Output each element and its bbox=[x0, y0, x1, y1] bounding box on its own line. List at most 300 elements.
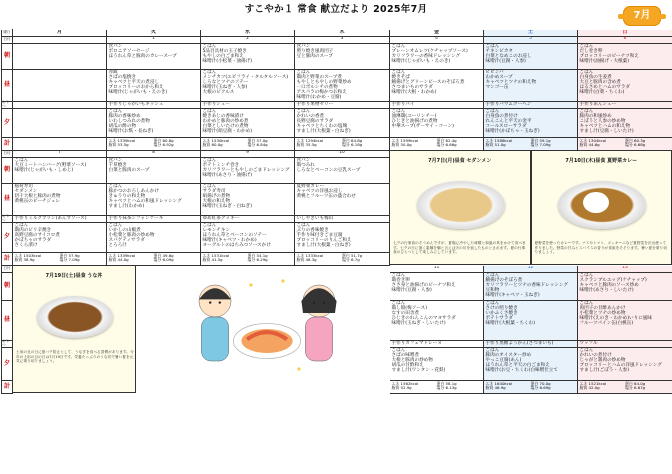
feature-box bbox=[12, 265, 136, 393]
breakfast-menu bbox=[484, 273, 578, 301]
weekday-header: 月 bbox=[13, 30, 107, 37]
nutrition-value: エネ 1599kcal bbox=[391, 138, 419, 143]
menu-item: マンゴー缶 bbox=[485, 84, 509, 90]
nutrition-value: エネ 1531kcal bbox=[202, 253, 230, 258]
lunch-menu bbox=[13, 184, 107, 216]
date-label: 日付 bbox=[1, 151, 13, 158]
dinner-menu bbox=[107, 223, 201, 253]
nutrition-summary bbox=[392, 382, 482, 390]
nutrition-value: 蛋白 64.8g bbox=[342, 138, 363, 143]
menu-item: メンチカツ(エビフライ・タルタルソース) bbox=[202, 74, 289, 80]
date-cell: 12 bbox=[484, 266, 578, 273]
nutrition-value: 脂質 46.9g bbox=[485, 385, 506, 391]
nutrition-value: エネ 1521kcal bbox=[579, 381, 607, 386]
breakfast-menu bbox=[295, 158, 390, 184]
menu-item: しろなとツナのソテー bbox=[202, 79, 249, 85]
totals-label: 計 bbox=[1, 138, 13, 151]
nutrition-value: 脂質 35.5g bbox=[296, 142, 317, 148]
snack-item bbox=[13, 216, 107, 223]
menu-item: ポテトミンチ巻き bbox=[202, 162, 240, 168]
menu-item: 味噌汁(大根葉・ちくわ) bbox=[485, 320, 536, 326]
menu-item: ほうれん草と平天の白ごま和え bbox=[485, 362, 550, 368]
menu-item: ごはん bbox=[485, 273, 500, 278]
snack-label: おやつ bbox=[1, 102, 13, 109]
date-cell: 6 bbox=[578, 37, 672, 44]
date-cell: 13 bbox=[578, 266, 672, 273]
dinner-label: 夕 bbox=[1, 348, 13, 381]
daily-totals bbox=[201, 253, 295, 266]
totals-label: 計 bbox=[1, 381, 13, 394]
menu-item: ごはん bbox=[202, 158, 217, 163]
nutrition-value: 塩分 7.09g bbox=[530, 142, 551, 148]
nutrition-value: 塩分 6.84g bbox=[247, 142, 268, 148]
snack-text: いしやきいも梅山 bbox=[296, 216, 334, 221]
nutrition-value: 脂質 53.5g bbox=[108, 142, 129, 148]
menu-item: ビビンバ bbox=[485, 70, 504, 75]
snack-label: おやつ bbox=[1, 216, 13, 223]
menu-item: 絹揚げの煮物 bbox=[202, 193, 231, 199]
breakfast-menu bbox=[578, 273, 672, 301]
snack-text: 手作りパイ bbox=[391, 102, 415, 107]
menu-item: ひじきと油揚げの煮物 bbox=[391, 118, 438, 124]
menu-item: 味噌汁(大根・わかめ) bbox=[391, 89, 437, 95]
menu-item: ごはん bbox=[579, 301, 594, 306]
menu-item: ごはん bbox=[296, 109, 311, 114]
menu-item: ブロッコリーのりんご和え bbox=[296, 237, 352, 243]
nutrition-summary bbox=[203, 139, 293, 147]
snack-text: 手作りバウムクーヘン bbox=[485, 102, 532, 107]
menu-item: 白菜となめこのお浸し bbox=[485, 53, 532, 59]
nutrition-value: エネ 1339kcal bbox=[108, 253, 136, 258]
nutrition-value: 脂質 38.9g bbox=[14, 257, 35, 263]
menu-item: とろろ汁 bbox=[108, 242, 127, 248]
lunch-menu bbox=[13, 70, 107, 102]
menu-item: ボロニアソーセージ bbox=[108, 48, 150, 54]
menu-item: 味噌汁(じゃがいも・えのき) bbox=[391, 58, 451, 64]
menu-item: 中華スープ(ザーサイ・コーン) bbox=[391, 123, 454, 129]
nutrition-value: 蛋白 60.8g bbox=[153, 138, 174, 143]
menu-item: だし巻き卵 bbox=[579, 48, 603, 54]
daily-totals bbox=[390, 381, 484, 394]
menu-item: さばの塩焼き bbox=[108, 74, 137, 80]
nutrition-value: 蛋白 51.7g bbox=[342, 253, 363, 258]
menu-item: ごはん bbox=[391, 109, 406, 114]
nutrition-value: 脂質 44.0g bbox=[108, 257, 129, 263]
lunch-label: 昼 bbox=[1, 184, 13, 216]
menu-item: 食パン bbox=[296, 44, 311, 49]
totals-label: 計 bbox=[1, 253, 13, 266]
nutrition-value: 塩分 6.13g bbox=[436, 385, 457, 391]
menu-item: アスパラの梅かつお和え bbox=[296, 89, 347, 95]
menu-item: 小松菜とツナの炒め物 bbox=[579, 310, 626, 316]
lunch-menu bbox=[107, 184, 201, 216]
nutrition-value: 脂質 52.9g bbox=[391, 385, 412, 391]
menu-item: ごはん bbox=[202, 184, 217, 189]
menu-item: 鶏し餃(梅ソース) bbox=[391, 305, 428, 311]
lunch-menu bbox=[390, 70, 484, 102]
date-cell: 8 bbox=[107, 151, 201, 158]
menu-item: ごはん bbox=[391, 70, 406, 75]
feature-title: 7月7日(月)昼食 セダンメン bbox=[428, 158, 492, 164]
menu-item: 夏野菜カレー bbox=[296, 184, 325, 189]
dinner-menu bbox=[390, 348, 484, 381]
menu-item: サラダ寿司 bbox=[202, 188, 226, 194]
date-label: 日付 bbox=[1, 266, 13, 273]
menu-item: 黄桃とフルーツ缶の盛合わせ bbox=[296, 193, 356, 199]
menu-item: 味噌汁(あさり・油揚げ) bbox=[202, 172, 253, 178]
menu-item: かぼちゃのサラダ bbox=[14, 237, 52, 243]
breakfast-menu bbox=[107, 158, 201, 184]
dinner-label: 夕 bbox=[1, 223, 13, 253]
menu-item: 大豆と豚肉の含め煮 bbox=[579, 79, 621, 85]
menu-item: 味噌汁(豆腐・人参) bbox=[391, 287, 432, 293]
dinner-menu bbox=[578, 348, 672, 381]
nutrition-summary bbox=[109, 254, 199, 262]
menu-item: じゃがと鶏肉の炒め物 bbox=[579, 357, 626, 363]
menu-item: ごはん bbox=[485, 301, 500, 306]
menu-item: すまし汁(わかめ) bbox=[108, 203, 145, 209]
nutrition-value: 蛋白 54.1g bbox=[247, 253, 268, 258]
menu-item: 味噌汁(あさり・しいたけ) bbox=[579, 287, 634, 293]
menu-item: 味噌汁(じゃがいも・えのき) bbox=[108, 89, 168, 95]
menu-item: ごはん bbox=[14, 158, 29, 163]
menu-item: 稲荷寿司 bbox=[14, 184, 33, 189]
menu-item: 豆和物 bbox=[485, 287, 500, 293]
menu-item: はるさめとハムのサラダ bbox=[579, 84, 630, 90]
menu-item: ごはん bbox=[108, 223, 123, 228]
snack-text: ワッフル bbox=[579, 341, 598, 346]
nutrition-value: 脂質 41.5g bbox=[202, 257, 223, 263]
menu-item: プレーンオムレツ(ケチャップソース) bbox=[391, 48, 468, 54]
menu-item: わかめと豚肉の炒め煮 bbox=[202, 118, 249, 124]
menu-item: 豚かつのおろしあんかけ bbox=[108, 188, 160, 194]
nutrition-summary bbox=[297, 254, 388, 262]
menu-item: 赤飯 bbox=[108, 70, 118, 75]
weekday-header: 土 bbox=[484, 30, 578, 37]
menu-item: ごはん bbox=[579, 348, 594, 353]
nutrition-value: 脂質 50.0g bbox=[391, 142, 412, 148]
menu-item: ぶりの香味焼き bbox=[296, 227, 329, 233]
nutrition-value: 塩分 6.7g bbox=[342, 257, 360, 263]
menu-item: キャベツとハムの和え物 bbox=[579, 123, 631, 129]
dinner-menu bbox=[578, 109, 672, 138]
menu-item: ブロッコリーとハムの洋風ドレッシング bbox=[579, 362, 662, 368]
snack-text: 手作り黒糖ようかん(さつまいも) bbox=[485, 341, 554, 346]
snack-item bbox=[107, 216, 201, 223]
weekday-header: 木 bbox=[295, 30, 390, 37]
feature-box bbox=[531, 150, 672, 265]
menu-item: 5品目具材の玉子焼き bbox=[202, 48, 247, 54]
menu-item: ごはん bbox=[485, 348, 500, 353]
menu-item: こぼうと人参の炒め物 bbox=[579, 118, 626, 124]
menu-item: ほうれん草とベーコンのソテー bbox=[202, 232, 267, 238]
daily-totals bbox=[295, 253, 390, 266]
snack-item bbox=[484, 341, 578, 348]
menu-item: 味噌汁(絹豆腐・わかめ) bbox=[202, 128, 253, 134]
menu-item: ごはん bbox=[485, 44, 500, 49]
lunch-menu bbox=[295, 70, 390, 102]
menu-item: チキンピカタ bbox=[485, 48, 514, 54]
breakfast-menu bbox=[201, 158, 295, 184]
menu-item: 鶏つみれ bbox=[296, 162, 315, 168]
shrimp-platter bbox=[233, 323, 300, 358]
tanabata-illustration bbox=[146, 269, 396, 389]
nutrition-value: エネ 1530kcal bbox=[202, 138, 230, 143]
snack-text: 手作りじゃがいもキッシュ bbox=[108, 102, 164, 107]
snack-item bbox=[107, 102, 201, 109]
snack-label: おやつ bbox=[1, 341, 13, 348]
nutrition-value: 蛋白 57.0g bbox=[247, 138, 268, 143]
nutrition-summary bbox=[392, 139, 482, 147]
nutrition-value: エネ 1562kcal bbox=[391, 381, 419, 386]
date-cell: 2 bbox=[201, 37, 295, 44]
menu-item: キャベツの洋風お浸し bbox=[296, 188, 343, 194]
snack-text: ゆめ紅茶クッキー bbox=[202, 216, 240, 221]
daily-totals bbox=[484, 381, 578, 394]
feature-title: 7月10日(木)昼食 夏野菜カレー bbox=[565, 158, 638, 164]
menu-item: 一口ボルシチの煮物 bbox=[296, 84, 338, 90]
dinner-menu bbox=[484, 348, 578, 381]
nutrition-value: 蛋白 62.4g bbox=[436, 138, 457, 143]
dinner-menu bbox=[484, 109, 578, 138]
menu-item: 味噌汁(お麩・長ねぎ) bbox=[108, 128, 154, 134]
lunch-menu bbox=[295, 184, 390, 216]
menu-item: 鯖揚げとグリーンピースのそぼろ煮 bbox=[391, 79, 465, 85]
daily-totals bbox=[295, 138, 390, 151]
snack-item bbox=[390, 102, 484, 109]
daily-totals bbox=[578, 381, 672, 394]
snack-text: 手作り果物ゼリー bbox=[296, 102, 334, 107]
nutrition-value: エネ 1588kcal bbox=[485, 138, 513, 143]
menu-item: もやしの白ごま和え bbox=[202, 53, 244, 59]
breakfast-menu bbox=[390, 44, 484, 70]
menu-item: いかふくさ焼き bbox=[485, 310, 518, 316]
snack-item bbox=[484, 102, 578, 109]
menu-item: ごはん bbox=[108, 109, 123, 114]
menu-item: さばの味噌煮 bbox=[391, 352, 420, 358]
menu-item: 味噌汁(わかめ・豆腐) bbox=[296, 94, 342, 100]
snack-item bbox=[201, 216, 295, 223]
nutrition-value: 脂質 51.0g bbox=[485, 142, 506, 148]
nutrition-value: 塩分 6.68g bbox=[625, 142, 646, 148]
menu-item: すまし汁(大根葉・白ねぎ) bbox=[296, 242, 351, 248]
dinner-menu bbox=[295, 109, 390, 138]
menu-item: 大根の和え物 bbox=[202, 198, 231, 204]
boy-character bbox=[199, 285, 231, 361]
menu-item: 大根と豚肉の炒め物 bbox=[391, 357, 433, 363]
snack-text: 手作り抹茶シフォンケーキ bbox=[108, 216, 164, 221]
menu-item: 胡瓜の酢の物 bbox=[108, 123, 137, 129]
menu-item: ブロッコリーのピーナツ和え bbox=[579, 53, 639, 59]
menu-item: カリフラワーともやしのごまドレッシング bbox=[202, 167, 290, 173]
date-cell: 9 bbox=[201, 151, 295, 158]
menu-item: 焼きそば bbox=[391, 74, 410, 80]
daily-totals bbox=[13, 138, 107, 151]
lunch-menu bbox=[201, 184, 295, 216]
dish-illustration bbox=[37, 296, 114, 338]
menu-item: 鶏巻き卵 bbox=[391, 277, 410, 283]
breakfast-menu bbox=[484, 44, 578, 70]
menu-item: ごはん bbox=[202, 109, 217, 114]
breakfast-label: 朝 bbox=[1, 158, 13, 184]
nutrition-value: 蛋白 60.3g bbox=[625, 138, 646, 143]
weekday-header: 金 bbox=[390, 30, 484, 37]
menu-item: ごはん bbox=[202, 223, 217, 228]
menu-item: セダンメン bbox=[14, 188, 38, 194]
nutrition-summary bbox=[486, 382, 576, 390]
feature-description: 夏野菜を使ったカレーです。ナスやトマト、ズッキーニなど夏野菜を沢山使って作りました。野菜の甘みとスパイスの香りが食欲をそそります。暑い夏を乗り切りましょう。 bbox=[534, 241, 667, 254]
date-cell: 7 bbox=[13, 151, 107, 158]
menu-item: れんこんと平天の金平 bbox=[485, 118, 532, 124]
menu-item: ひじきのれんこんのマヨサラダ bbox=[391, 315, 456, 321]
breakfast-menu bbox=[201, 44, 295, 70]
menu-item: かれいの香煮 bbox=[296, 113, 325, 119]
menu-item: 味噌汁(白菜・ちくわ) bbox=[579, 89, 625, 95]
nutrition-value: 塩分 7.09g bbox=[59, 257, 80, 263]
snack-text: 手作りカフェマドレーヌ bbox=[391, 341, 442, 346]
menu-item: やっこ豆腐(あん) bbox=[485, 357, 522, 363]
weekday-header: 火 bbox=[107, 30, 201, 37]
menu-item: 白身魚の煮付け bbox=[485, 113, 518, 119]
menu-item: キャベツと平天の煮浸し bbox=[108, 79, 160, 85]
dish-illustration bbox=[417, 181, 505, 229]
dinner-menu bbox=[295, 223, 390, 253]
nutrition-summary bbox=[203, 254, 293, 262]
menu-item: 胡瓜の甘酢和え bbox=[391, 362, 424, 368]
menu-item: ごはん bbox=[296, 70, 311, 75]
date-cell bbox=[13, 37, 107, 44]
daily-totals bbox=[201, 138, 295, 151]
menu-item: カリフラワーの香味ドレッシング bbox=[391, 53, 461, 59]
snack-item bbox=[13, 102, 107, 109]
nutrition-value: エネ 1339kcal bbox=[108, 138, 136, 143]
weekday-header: 日 bbox=[578, 30, 672, 37]
menu-item: カリフラワーとツナの香味ドレッシング bbox=[485, 282, 568, 288]
nutrition-value: 蛋白 49.6g bbox=[153, 253, 174, 258]
breakfast-menu bbox=[578, 44, 672, 70]
menu-item: 味噌汁(キャベツ・玉ねぎ) bbox=[485, 292, 540, 298]
menu-item: すまし汁(ごぼう・人参) bbox=[579, 367, 630, 373]
breakfast-label: 朝 bbox=[1, 273, 13, 301]
snack-item bbox=[578, 102, 672, 109]
nutrition-value: エネ 1640kcal bbox=[485, 381, 513, 386]
menu-item: ヨーグルトのはちみつソースかけ bbox=[202, 242, 271, 248]
nutrition-value: エネ 1333kcal bbox=[296, 253, 324, 258]
menu-item: 小松菜と豚肉の炒め物 bbox=[108, 232, 155, 238]
feature-description: 七夕の行事食のそうめんですが、夏場に冷やした味噌と和風の具をかけて食べます。七夕の日に頂く素麺を麺と言えば天の川を表したものとされます。夏の行事食のひとつとして楽しみにしています。 bbox=[393, 241, 526, 254]
menu-item: いかしの山椒煮 bbox=[108, 227, 141, 233]
breakfast-menu bbox=[13, 44, 107, 70]
dinner-menu bbox=[107, 109, 201, 138]
menu-item: 味噌汁(キャベツ・わかめ) bbox=[202, 237, 257, 243]
menu-item: 味噌汁(玉ねぎ・しいたけ) bbox=[391, 320, 446, 326]
lunch-menu bbox=[107, 70, 201, 102]
date-cell: 3 bbox=[295, 37, 390, 44]
menu-item: 味噌汁(お豆・ちくわ)白味噌仕立て bbox=[485, 367, 558, 373]
lunch-menu bbox=[201, 70, 295, 102]
menu-item: 千草焼き bbox=[108, 162, 127, 168]
menu-item: 白菜と豚肉のスープ bbox=[108, 167, 150, 173]
nutrition-value: 蛋白 57.9g bbox=[59, 253, 80, 258]
nutrition-summary bbox=[580, 382, 671, 390]
menu-item: きゅうりの和え物 bbox=[108, 193, 146, 199]
snack-item bbox=[295, 216, 390, 223]
menu-item: ごはん bbox=[579, 44, 594, 49]
menu-item: 白身魚の生姜煮 bbox=[579, 74, 612, 80]
date-label: 日付 bbox=[1, 37, 13, 44]
menu-item: 豚肉の和風炒め bbox=[579, 113, 612, 119]
menu-item: ごはん bbox=[391, 273, 406, 278]
menu-item: ごはん bbox=[485, 109, 500, 114]
dinner-menu bbox=[390, 109, 484, 138]
menu-item: 油淋鶏(ユーリンチー) bbox=[391, 113, 437, 119]
lunch-label: 昼 bbox=[1, 301, 13, 341]
menu-item: 肉団子の甘酢あんかけ bbox=[579, 305, 626, 311]
snack-item bbox=[295, 102, 390, 109]
date-cell: 4 bbox=[390, 37, 484, 44]
nutrition-value: 塩分 6.09g bbox=[153, 257, 174, 263]
menu-item: ごはん bbox=[391, 301, 406, 306]
snack-item bbox=[201, 102, 295, 109]
nutrition-value: 蛋白 59.1g bbox=[530, 138, 551, 143]
menu-item: フルーツパイン缶(白桃缶) bbox=[579, 320, 634, 326]
menu-item: ごはん bbox=[14, 223, 29, 228]
daily-totals bbox=[107, 138, 201, 151]
breakfast-menu bbox=[13, 158, 107, 184]
menu-item: 豚肉の香味炒め bbox=[108, 113, 141, 119]
nutrition-value: 塩分 6.18g bbox=[342, 142, 363, 148]
feature-description: 土用の丑の日に夏バテ防止として、うなぎを食べる習慣があります。今年の土用の丑の日は7月19日です。栄養たっぷりのうな丼で暑い夏を元気に乗り切りましょう。 bbox=[16, 350, 134, 363]
menu-item: 豆と豚肉のスープ bbox=[296, 53, 333, 59]
menu-item: さつまいものサラダ bbox=[391, 84, 433, 90]
menu-item: 豚肉のオイスター炒め bbox=[485, 352, 532, 358]
menu-item: かれいの煮付け bbox=[579, 352, 612, 358]
nutrition-summary bbox=[109, 139, 199, 147]
menu-item: すまし汁(ワンタン・花麩) bbox=[391, 367, 446, 373]
nutrition-summary bbox=[580, 139, 671, 147]
month-badge: 7月 bbox=[623, 6, 661, 26]
menu-item: ごはん bbox=[202, 44, 217, 49]
menu-item: 味噌汁(えのき・わかめ)いりに風味 bbox=[579, 315, 652, 321]
menu-item: レモンチキン bbox=[202, 227, 231, 233]
breakfast-menu bbox=[107, 44, 201, 70]
menu-item: キャベツとツナの和え物 bbox=[485, 79, 537, 85]
nutrition-value: エネ 1294kcal bbox=[296, 138, 324, 143]
menu-item: ポテトサラダ bbox=[485, 315, 514, 321]
menu-item: 高野豆腐のサイコロ煮 bbox=[14, 232, 60, 238]
menu-item: 鶏肉と野菜のスープ煮 bbox=[296, 74, 342, 80]
menu-item: 長野豆腐のサラダ bbox=[296, 118, 334, 124]
nutrition-summary bbox=[297, 139, 388, 147]
menu-item: 食パン bbox=[108, 44, 123, 49]
menu-item: キャベツと豚肉のソース炒め bbox=[579, 282, 639, 288]
feature-box bbox=[389, 150, 531, 265]
weekday-header-label: 曜日 bbox=[1, 30, 13, 37]
dinner-menu bbox=[201, 223, 295, 253]
nutrition-value: 脂質 48.3g bbox=[296, 257, 317, 263]
menu-item: 大豆ミートハンバーグ(野菜ソース) bbox=[14, 162, 87, 168]
snack-item bbox=[390, 341, 484, 348]
nutrition-value: 脂質 44.6g bbox=[579, 142, 600, 148]
menu-item: ごはん bbox=[391, 348, 406, 353]
menu-item: ごはん bbox=[579, 109, 594, 114]
weekday-header: 水 bbox=[201, 30, 295, 37]
menu-item: ごはん bbox=[579, 273, 594, 278]
date-cell: 11 bbox=[390, 266, 484, 273]
menu-item: ごはん bbox=[202, 70, 217, 75]
nutrition-summary bbox=[486, 139, 576, 147]
menu-item: キャベツとハムの和風ドレッシング bbox=[108, 198, 182, 204]
